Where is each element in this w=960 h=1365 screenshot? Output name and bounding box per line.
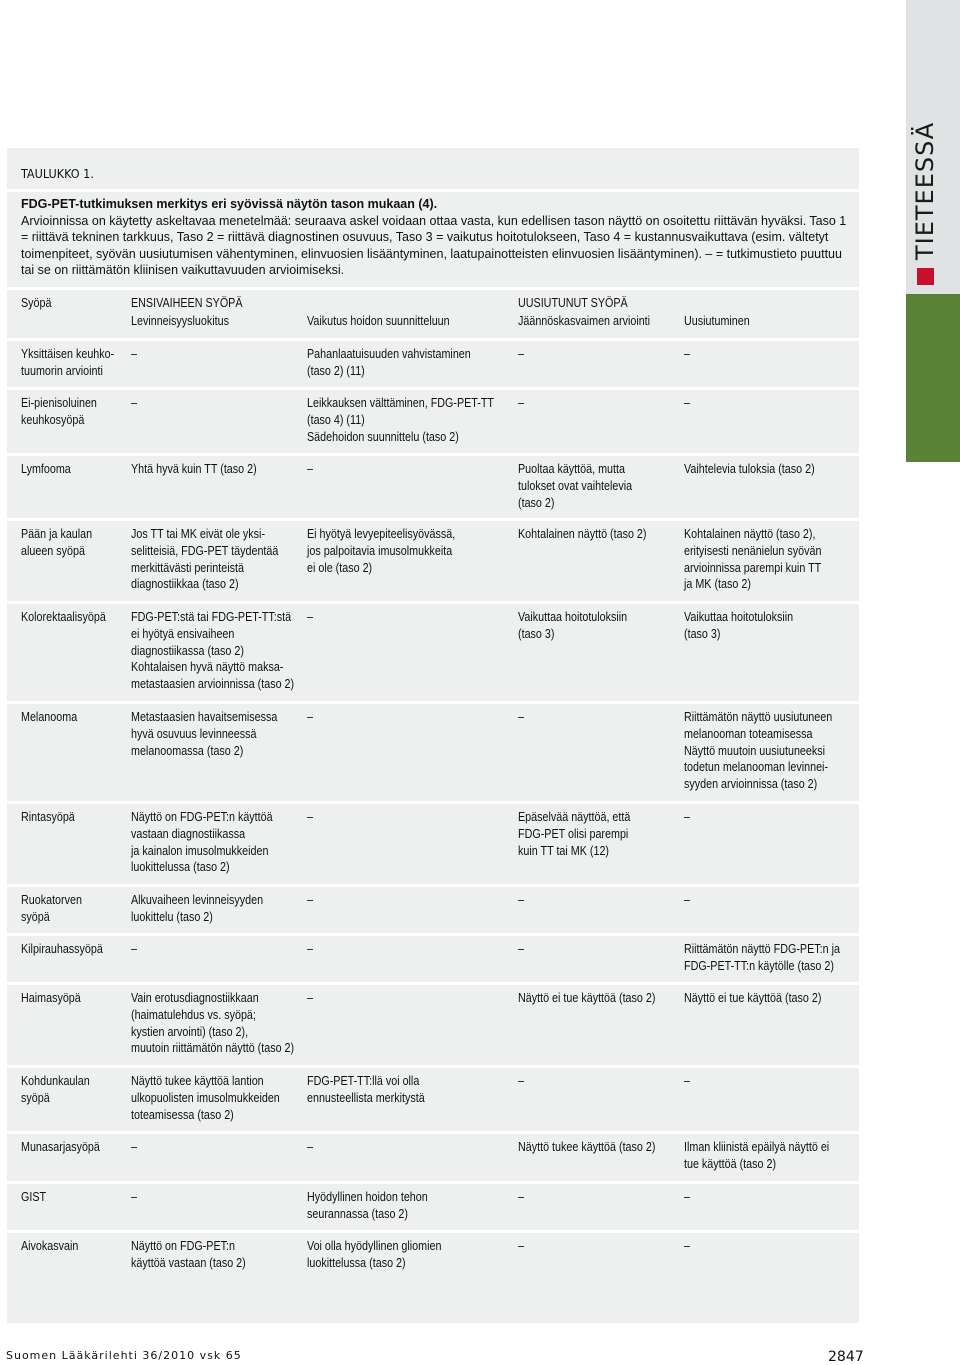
- cell-residual: Kohtalainen näyttö (taso 2): [518, 527, 647, 541]
- cell-residual: Näyttö ei tue käyttöä (taso 2): [518, 991, 656, 1005]
- cell-cancer: Rintasyöpä: [21, 810, 75, 824]
- cell-treatment-planning: –: [307, 810, 313, 824]
- cell-recurrence: Riittämätön näyttö uusiutuneen melanooman toteamisessa Näyttö muutoin uusiutuneeksi todetun melanooman levinnei- syyden arvioinnissa (taso 2): [684, 710, 833, 792]
- cell-staging: Jos TT tai MK eivät ole yksi- selitteisiä, FDG-PET täydentää merkittävästi perinteistä diagnostiikkaa (taso 2): [131, 527, 279, 592]
- cell-cancer: Lymfooma: [21, 462, 71, 476]
- cell-cancer: Ei-pienisoluinen keuhkosyöpä: [21, 396, 97, 427]
- header-treatment-planning: Vaikutus hoidon suunnitteluun: [307, 314, 450, 328]
- header-cancer: Syöpä: [21, 296, 52, 310]
- cell-cancer: Melanooma: [21, 710, 78, 724]
- cell-cancer: GIST: [21, 1190, 47, 1204]
- header-residual: Jäännöskasvaimen arviointi: [518, 314, 651, 328]
- table-title: FDG-PET-tutkimuksen merkitys eri syövissä näytön tason mukaan (4).: [21, 197, 438, 211]
- cell-recurrence: Ilman kliinistä epäilyä näyttö ei tue käyttöä (taso 2): [684, 1140, 830, 1171]
- cell-staging: Näyttö on FDG-PET:n käyttöä vastaan (taso 2): [131, 1239, 246, 1270]
- cell-recurrence: –: [684, 396, 690, 410]
- cell-residual: –: [518, 1190, 524, 1204]
- cell-recurrence: Vaihtelevia tuloksia (taso 2): [684, 462, 815, 476]
- cell-treatment-planning: –: [307, 1140, 313, 1154]
- cell-staging: Yhtä hyvä kuin TT (taso 2): [131, 462, 257, 476]
- cell-cancer: Munasarjasyöpä: [21, 1140, 100, 1154]
- table-caption: [21, 196, 851, 279]
- cell-recurrence: Vaikuttaa hoitotuloksiin (taso 3): [684, 610, 794, 641]
- table-row: [7, 341, 859, 389]
- cell-staging: Metastaasien havaitsemisessa hyvä osuvuus levinneessä melanoomassa (taso 2): [131, 710, 278, 758]
- header-recurrence: Uusiutuminen: [684, 314, 750, 328]
- journal-footer: Suomen Lääkärilehti 36/2010 vsk 65: [6, 1349, 242, 1362]
- section-label: [911, 121, 939, 285]
- cell-cancer: Aivokasvain: [21, 1239, 79, 1253]
- header-group-primary: ENSIVAIHEEN SYÖPÄ: [131, 296, 243, 310]
- table-row: [7, 1184, 859, 1232]
- cell-recurrence: –: [684, 810, 690, 824]
- cell-residual: –: [518, 710, 524, 724]
- cell-cancer: Ruokatorven syöpä: [21, 893, 82, 924]
- cell-residual: Vaikuttaa hoitotuloksiin (taso 3): [518, 610, 628, 641]
- cell-cancer: Yksittäisen keuhko- tuumorin arviointi: [21, 347, 115, 378]
- table-row: [7, 804, 859, 886]
- cell-recurrence: Näyttö ei tue käyttöä (taso 2): [684, 991, 822, 1005]
- cell-residual: –: [518, 347, 524, 361]
- table-row: [7, 704, 859, 802]
- table-row: [7, 887, 859, 935]
- table-row: [7, 985, 859, 1067]
- divider: [7, 189, 859, 192]
- cell-staging: –: [131, 396, 137, 410]
- table-row: [7, 604, 859, 702]
- cell-residual: Epäselvää näyttöä, että FDG-PET olisi parempi kuin TT tai MK (12): [518, 810, 631, 858]
- section-marker-icon: [917, 268, 934, 285]
- cell-treatment-planning: –: [307, 462, 313, 476]
- cell-cancer: Haimasyöpä: [21, 991, 81, 1005]
- cell-treatment-planning: –: [307, 610, 313, 624]
- table-row: [7, 1068, 859, 1133]
- cell-residual: –: [518, 396, 524, 410]
- cell-staging: Näyttö on FDG-PET:n käyttöä vastaan diagnostiikassa ja kainalon imusolmukkeiden luokittelussa (taso 2): [131, 810, 273, 875]
- cell-treatment-planning: FDG-PET-TT:llä voi olla ennusteellista merkitystä: [307, 1074, 425, 1105]
- cell-residual: –: [518, 1074, 524, 1088]
- cell-staging: Näyttö tukee käyttöä lantion ulkopuolisten imusolmukkeiden toteamisessa (taso 2): [131, 1074, 280, 1122]
- cell-staging: Alkuvaiheen levinneisyyden luokittelu (taso 2): [131, 893, 264, 924]
- cell-recurrence: –: [684, 1239, 690, 1253]
- cell-treatment-planning: –: [307, 710, 313, 724]
- header-group-recurrent: UUSIUTUNUT SYÖPÄ: [518, 296, 628, 310]
- cell-staging: Vain erotusdiagnostiikkaan (haimatulehdus vs. syöpä; kystien arvointi) (taso 2), muutoin riittämätön näyttö (taso 2): [131, 991, 295, 1056]
- cell-cancer: Kohdunkaulan syöpä: [21, 1074, 90, 1105]
- cell-residual: –: [518, 893, 524, 907]
- table-row: [7, 521, 859, 603]
- cell-treatment-planning: Hyödyllinen hoidon tehon seurannassa (taso 2): [307, 1190, 428, 1221]
- cell-recurrence: –: [684, 1190, 690, 1204]
- cell-staging: –: [131, 347, 137, 361]
- cell-treatment-planning: Voi olla hyödyllinen gliomien luokittelussa (taso 2): [307, 1239, 442, 1270]
- cell-staging: –: [131, 942, 137, 956]
- cell-treatment-planning: –: [307, 942, 313, 956]
- cell-staging: –: [131, 1190, 137, 1204]
- table-label: TAULUKKO 1.: [21, 166, 94, 181]
- table-row: [7, 456, 859, 520]
- header-staging: Levinneisyysluokitus: [131, 314, 229, 328]
- section-sidebar-accent: [906, 294, 960, 462]
- cell-cancer: Pään ja kaulan alueen syöpä: [21, 527, 93, 558]
- cell-treatment-planning: Ei hyötyä levyepiteelisyövässä, jos palpoitavia imusolmukkeita ei ole (taso 2): [307, 527, 456, 575]
- cell-recurrence: –: [684, 893, 690, 907]
- cell-treatment-planning: Leikkauksen välttäminen, FDG-PET-TT (taso 4) (11) Sädehoidon suunnittelu (taso 2): [307, 396, 494, 444]
- cell-residual: –: [518, 942, 524, 956]
- cell-staging: –: [131, 1140, 137, 1154]
- table-header: [7, 290, 859, 340]
- table-row: [7, 390, 859, 455]
- cell-treatment-planning: Pahanlaatuisuuden vahvistaminen (taso 2) (11): [307, 347, 471, 378]
- cell-cancer: Kolorektaalisyöpä: [21, 610, 106, 624]
- cell-recurrence: Kohtalainen näyttö (taso 2), erityisesti nenänielun syövän arvioinnissa parempi kuin TT ja MK (taso 2): [684, 527, 822, 592]
- table-row: [7, 1134, 859, 1182]
- table-description: Arvioinnissa on käytetty askeltavaa menetelmää: seuraava askel voidaan ottaa vasta, kun edellisen tason näyttö on osoitettu riittävän hyväksi. Taso 1 = riittävä tekninen tarkkuus, Taso 2 = riittävä diagnostinen osuvuus, Taso 3 = vaikutus hoitotulokseen, Taso 4 = kustannusvaikuttava (esim. vältetyt toimenpiteet, syövän uusiutumisen vähentyminen, elinvuosien lisääntyminen, laatupainotteisten elinvuosien lisääntyminen). – = tutkimustieto puuttuu tai se on riittämätön kliinisen vaikuttavuuden arvioimiseksi.: [21, 213, 847, 277]
- cell-recurrence: –: [684, 347, 690, 361]
- page-number: 2847: [828, 1349, 864, 1365]
- cell-treatment-planning: –: [307, 991, 313, 1005]
- table-row: [7, 1233, 859, 1323]
- cell-recurrence: –: [684, 1074, 690, 1088]
- cell-cancer: Kilpirauhassyöpä: [21, 942, 103, 956]
- cell-treatment-planning: –: [307, 893, 313, 907]
- cell-residual: –: [518, 1239, 524, 1253]
- cell-residual: Näyttö tukee käyttöä (taso 2): [518, 1140, 656, 1154]
- cell-recurrence: Riittämätön näyttö FDG-PET:n ja FDG-PET-TT:n käytölle (taso 2): [684, 942, 840, 973]
- section-label-text: TIETEESSÄ: [911, 121, 939, 260]
- cell-staging: FDG-PET:stä tai FDG-PET-TT:stä ei hyötyä ensivaiheen diagnostiikassa (taso 2) Kohtalaisen hyvä näyttö maksa- metastaasien arvioinnissa (taso 2): [131, 610, 295, 692]
- table-row: [7, 936, 859, 984]
- cell-residual: Puoltaa käyttöä, mutta tulokset ovat vaihtelevia (taso 2): [518, 462, 633, 510]
